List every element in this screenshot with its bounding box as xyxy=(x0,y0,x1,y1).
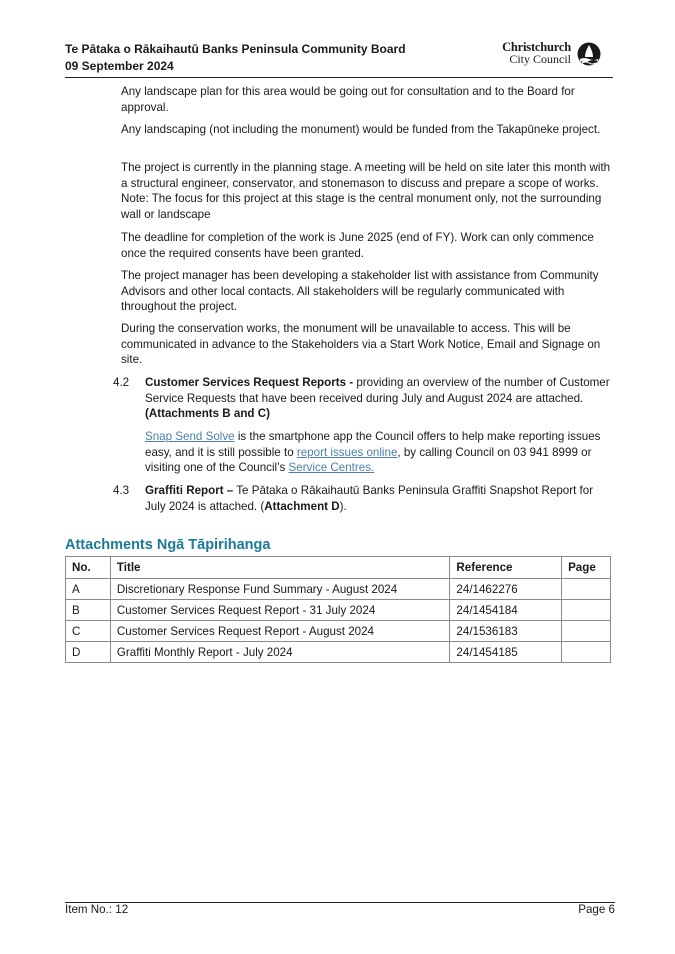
logo-line2: City Council xyxy=(509,52,571,66)
column-header-reference: Reference xyxy=(450,557,562,579)
table-row xyxy=(66,621,611,642)
item-4-3-attachment: Attachment D xyxy=(264,499,340,513)
cell-page xyxy=(562,642,611,663)
christchurch-city-council-logo-icon xyxy=(577,42,601,66)
item-4-2-title: Customer Services Request Reports - xyxy=(145,376,354,389)
item-4-2-body: providing an overview of the number of Customer Service Requests that have been received during July and August 2024 are attached. xyxy=(145,376,610,405)
cell-no: B xyxy=(66,600,111,621)
cell-page xyxy=(562,579,611,600)
attachments-table xyxy=(65,556,611,663)
item-4-2-text xyxy=(145,375,613,422)
header-title xyxy=(65,41,406,75)
reporting-text-2: , by calling Council on 03 941 8999 or visiting one of the Council’s xyxy=(145,445,592,475)
table-row xyxy=(66,579,611,600)
service-centres-link[interactable]: Service Centres. xyxy=(288,461,375,475)
cell-reference: 24/1462276 xyxy=(450,579,562,600)
cell-no: D xyxy=(66,642,111,663)
item-number-4-3: 4.3 xyxy=(113,484,130,497)
item-4-2-reporting-info xyxy=(145,429,613,476)
paragraph-planning-stage: The project is currently in the planning stage. A meeting will be held on site later this month with a structural engineer, conservator, and stonemason to discuss and prepare a scope of works. Note: The focus for this project at this stage is the central monument only, not the surrounding wall or landscape xyxy=(121,161,611,221)
paragraph-landscaping-funding: Any landscaping (not including the monument) would be funded from the Takapūneke project. xyxy=(121,123,601,136)
cell-reference: 24/1454184 xyxy=(450,600,562,621)
footer-item-number: Item No.: 12 xyxy=(65,903,129,916)
table-row xyxy=(66,642,611,663)
footer-page-number: Page 6 xyxy=(578,903,615,916)
header-date: 09 September 2024 xyxy=(65,59,174,73)
item-4-2-attachments: (Attachments B and C) xyxy=(145,407,270,421)
cell-reference: 24/1536183 xyxy=(450,621,562,642)
header-board-name: Te Pātaka o Rākaihautū Banks Peninsula Community Board xyxy=(65,42,406,56)
table-header-row xyxy=(66,557,611,579)
table-row xyxy=(66,600,611,621)
column-header-page: Page xyxy=(562,557,611,579)
column-header-no: No. xyxy=(66,557,111,579)
page-footer xyxy=(65,902,615,916)
cell-page xyxy=(562,600,611,621)
paragraph-conservation-access: During the conservation works, the monument will be unavailable to access. This will be communicated in advance to the Stakeholders via a Start Work Notice, Email and Signage on site. xyxy=(121,322,601,367)
page-header xyxy=(65,41,613,78)
column-header-title: Title xyxy=(110,557,450,579)
cell-title: Discretionary Response Fund Summary - August 2024 xyxy=(110,579,450,600)
reporting-text-1: is the smartphone app the Council offers to help make reporting issues easy, and it is still possible to xyxy=(145,430,601,459)
snap-send-solve-link[interactable]: Snap Send Solve xyxy=(145,430,235,443)
paragraph-deadline: The deadline for completion of the work is June 2025 (end of FY). Work can only commence once the required consents have been granted. xyxy=(121,231,594,260)
cell-page xyxy=(562,621,611,642)
logo-line1: Christchurch xyxy=(502,40,571,54)
item-number-4-2: 4.2 xyxy=(113,376,130,389)
cell-title: Graffiti Monthly Report - July 2024 xyxy=(110,642,450,663)
attachments-heading: Attachments Ngā Tāpirihanga xyxy=(65,537,271,553)
cell-reference: 24/1454185 xyxy=(450,642,562,663)
cell-no: A xyxy=(66,579,111,600)
item-4-3-end: ). xyxy=(339,499,347,513)
cell-no: C xyxy=(66,621,111,642)
item-4-3-title: Graffiti Report – xyxy=(145,484,234,497)
paragraph-stakeholders: The project manager has been developing a stakeholder list with assistance from Community Advisors and other local contacts. All stakeholders will be regularly communicated with throughout the project. xyxy=(121,269,599,314)
council-logo xyxy=(502,41,599,65)
cell-title: Customer Services Request Report - 31 July 2024 xyxy=(110,600,450,621)
report-issues-online-link[interactable]: report issues online xyxy=(296,445,398,459)
item-4-3-text xyxy=(145,483,613,514)
cell-title: Customer Services Request Report - August 2024 xyxy=(110,621,450,642)
paragraph-landscape-plan: Any landscape plan for this area would be going out for consultation and to the Board for approval. xyxy=(121,85,575,114)
item-4-3-body: Te Pātaka o Rākaihautū Banks Peninsula Graffiti Snapshot Report for July 2024 is attached. ( xyxy=(145,484,594,513)
